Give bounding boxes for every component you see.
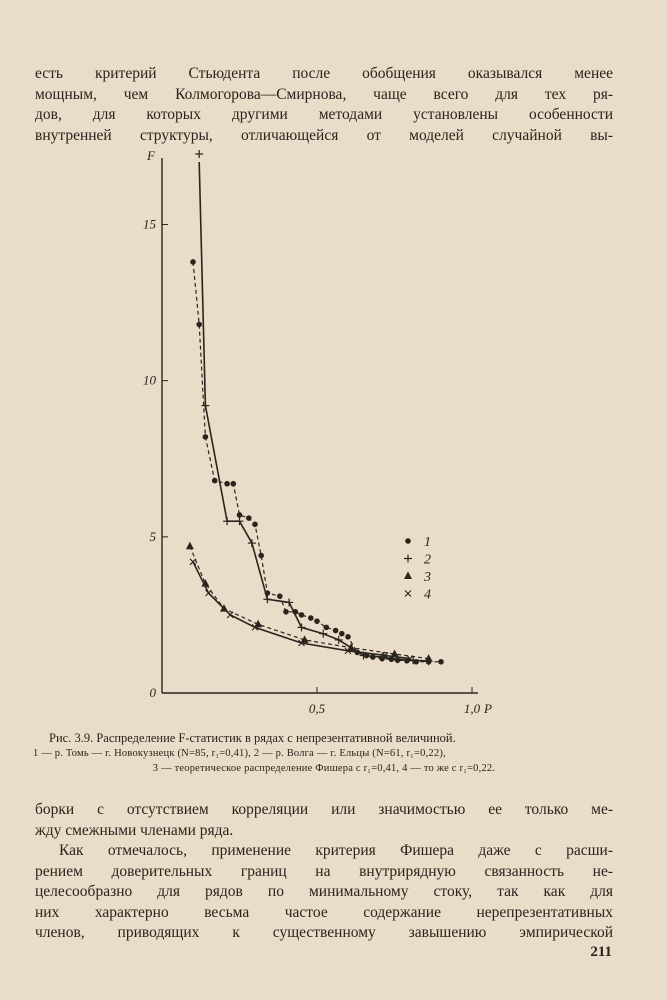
chart-legend	[404, 535, 431, 603]
data-point	[283, 609, 289, 615]
data-point	[258, 553, 264, 559]
text-line: них характерно весьма частое содержание нерепрезентативных	[35, 903, 613, 921]
page-number: 211	[590, 944, 612, 960]
data-point	[206, 590, 212, 596]
x-tick-label: 1,0	[463, 701, 481, 716]
chart-axes	[143, 148, 492, 716]
data-point	[319, 630, 327, 638]
caption-title: Рис. 3.9. Распределение F-статистик в рядах с непрезентативной величиной.	[49, 731, 456, 745]
data-point	[201, 402, 209, 410]
data-point	[196, 322, 202, 328]
y-tick-label: 5	[149, 528, 156, 544]
x-tick-label: 0,5	[308, 701, 326, 716]
data-point	[190, 259, 196, 265]
text-line: жду смежными членами ряда.	[35, 821, 234, 839]
text-line: есть критерий Стьюдента после обобщения оказывался менее	[35, 65, 613, 82]
data-point	[186, 542, 194, 550]
data-point	[212, 478, 218, 484]
series-1	[190, 259, 444, 664]
text-line: мощным, чем Колмогорова—Смирнова, чаще всего для тех ря-	[35, 85, 613, 103]
data-point	[252, 522, 258, 528]
caption-line: 3 — теоретическое распределение Фишера с r₁=0,41, 4 — то же с r₁=0,22.	[152, 763, 496, 774]
data-point	[190, 559, 196, 565]
data-point	[314, 618, 320, 624]
data-point	[345, 634, 351, 640]
legend-marker	[405, 538, 411, 544]
data-point	[248, 539, 256, 547]
data-point	[203, 434, 209, 440]
figure-caption	[33, 731, 615, 776]
paragraph-bottom	[35, 800, 613, 944]
data-point	[223, 517, 231, 525]
legend-label: 3	[424, 570, 431, 585]
legend-label: 1	[424, 535, 431, 550]
series-line-2	[199, 162, 428, 661]
data-point	[299, 612, 305, 618]
legend-label: 4	[424, 587, 431, 603]
data-point	[438, 659, 444, 665]
y-tick-label: 15	[143, 216, 156, 232]
caption-line: 1 — р. Томь — г. Новокузнецк (N=85, r₁=0,41), 2 — р. Волга — г. Ельцы (N=61, r₁=0,22),	[33, 748, 446, 759]
series-line-3	[190, 546, 429, 658]
data-point	[224, 481, 230, 487]
y-axis-label: F	[147, 148, 155, 163]
data-point	[263, 595, 271, 603]
data-point	[285, 598, 293, 606]
series-2	[195, 150, 432, 665]
text-line: членов, приводящих к существенному завышению эмпирической	[35, 924, 613, 941]
text-line: внутренней структуры, отличающейся от моделей случайной вы-	[35, 126, 613, 144]
data-point	[277, 593, 283, 599]
series-line-1	[193, 262, 441, 662]
legend-marker	[404, 555, 412, 563]
data-point	[195, 150, 203, 158]
text-line: дов, для которых другими методами установлены особенности	[35, 106, 613, 123]
y-tick-label: 10	[143, 372, 156, 388]
data-point	[227, 612, 233, 618]
text-line: целесообразно для рядов по минимальному стоку, так как для	[35, 883, 613, 900]
data-point	[298, 623, 306, 631]
data-point	[333, 628, 339, 634]
y-tick-label: 0	[149, 685, 156, 700]
data-point	[308, 615, 314, 621]
series-line-4	[193, 562, 410, 659]
data-point	[324, 625, 330, 631]
data-point	[236, 517, 244, 525]
legend-marker	[405, 591, 411, 597]
data-point	[335, 636, 343, 644]
text-line: рением доверительных границ на внутрирядную связанность не-	[35, 862, 613, 880]
legend-label: 2	[424, 552, 431, 568]
text-line: Как отмечалось, применение критерия Фишера даже с расши-	[59, 842, 613, 859]
data-point	[339, 631, 345, 637]
data-point	[347, 643, 355, 651]
data-point	[246, 515, 252, 521]
legend-marker	[404, 572, 412, 580]
x-axis-label: P	[484, 701, 492, 716]
chart-series	[186, 150, 444, 665]
text-line: борки с отсутствием корреляции или значимостью ее только ме-	[35, 801, 613, 818]
data-point	[231, 481, 237, 487]
data-point	[237, 512, 243, 518]
